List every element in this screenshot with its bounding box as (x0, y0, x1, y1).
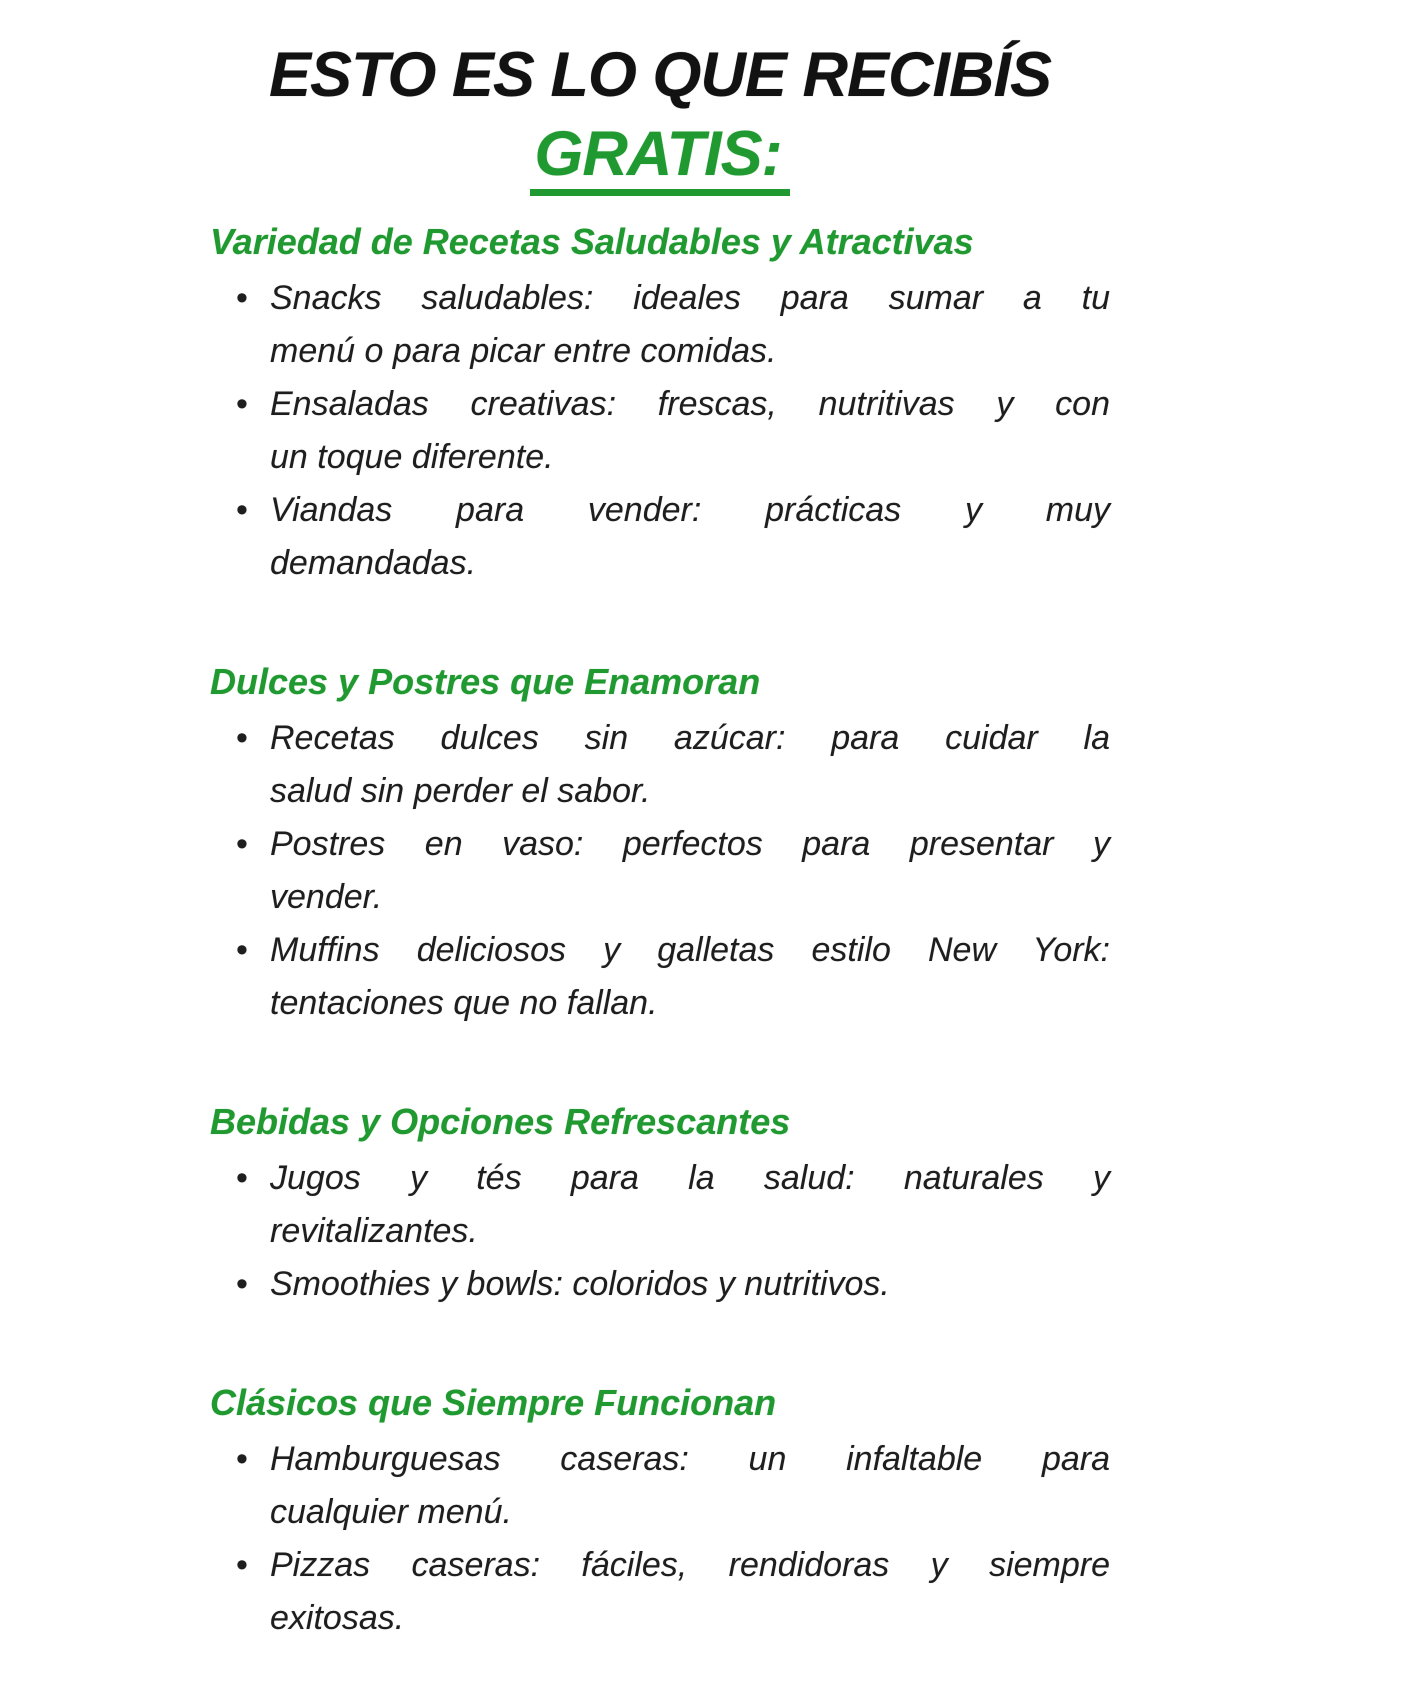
bullet-marker: • (236, 719, 248, 758)
bullet-line: Snacks saludables: ideales para sumar a tu (270, 278, 1110, 317)
bullet-line: salud sin perder el sabor. (270, 772, 651, 811)
bullet-marker: • (236, 1265, 248, 1304)
section-4-heading: Clásicos que Siempre Funcionan (210, 1382, 777, 1424)
bullet-item (210, 1539, 1110, 1645)
bullet-item (210, 818, 1110, 924)
bullet-line: Ensaladas creativas: frescas, nutritivas y con (270, 384, 1110, 423)
bullet-marker: • (236, 931, 248, 970)
section-1-heading: Variedad de Recetas Saludables y Atractivas (210, 220, 974, 262)
bullet-line: un toque diferente. (270, 437, 554, 476)
bullet-marker: • (236, 278, 248, 317)
bullet-line: tentaciones que no fallan. (270, 984, 658, 1023)
bullet-marker: • (236, 1440, 248, 1479)
subtitle (210, 118, 1110, 196)
bullet-line: Muffins deliciosos y galletas estilo New York: (270, 931, 1110, 970)
bullet-marker: • (236, 1159, 248, 1198)
bullet-line: Jugos y tés para la salud: naturales y (270, 1159, 1110, 1198)
bullet-line: cualquier menú. (270, 1493, 512, 1532)
bullet-marker: • (236, 1546, 248, 1585)
bullet-marker: • (236, 490, 248, 529)
bullet-marker: • (236, 384, 248, 423)
bullet-item (210, 1152, 1110, 1258)
bullet-line: Smoothies y bowls: coloridos y nutritivos. (270, 1265, 890, 1304)
bullet-line: Recetas dulces sin azúcar: para cuidar la (270, 719, 1110, 758)
section-3 (210, 1100, 1110, 1311)
bullet-item (210, 1433, 1110, 1539)
section-3-heading: Bebidas y Opciones Refrescantes (210, 1101, 791, 1143)
bullet-item (210, 1258, 1110, 1311)
bullet-line: Viandas para vender: prácticas y muy (270, 490, 1110, 529)
bullet-item (210, 924, 1110, 1030)
section-2 (210, 660, 1110, 1030)
section-1 (210, 220, 1110, 590)
bullet-line: menú o para picar entre comidas. (270, 331, 777, 370)
section-4 (210, 1381, 1110, 1645)
bullet-line: vender. (270, 878, 383, 917)
bullet-item (210, 484, 1110, 590)
bullet-line: Hamburguesas caseras: un infaltable para (270, 1440, 1110, 1479)
bullet-marker: • (236, 825, 248, 864)
bullet-line: revitalizantes. (270, 1212, 478, 1251)
subtitle-text: GRATIS: (530, 121, 789, 196)
bullet-item (210, 712, 1110, 818)
bullet-line: Postres en vaso: perfectos para presentar y (270, 825, 1110, 864)
page-title: ESTO ES LO QUE RECIBÍS (269, 40, 1051, 110)
bullet-item (210, 378, 1110, 484)
bullet-line: demandadas. (270, 543, 477, 582)
bullet-line: Pizzas caseras: fáciles, rendidoras y siempre (270, 1546, 1110, 1585)
bullet-item (210, 272, 1110, 378)
bullet-line: exitosas. (270, 1599, 405, 1638)
document-content (210, 40, 1110, 1645)
section-2-heading: Dulces y Postres que Enamoran (210, 660, 761, 702)
title-block (210, 40, 1110, 196)
